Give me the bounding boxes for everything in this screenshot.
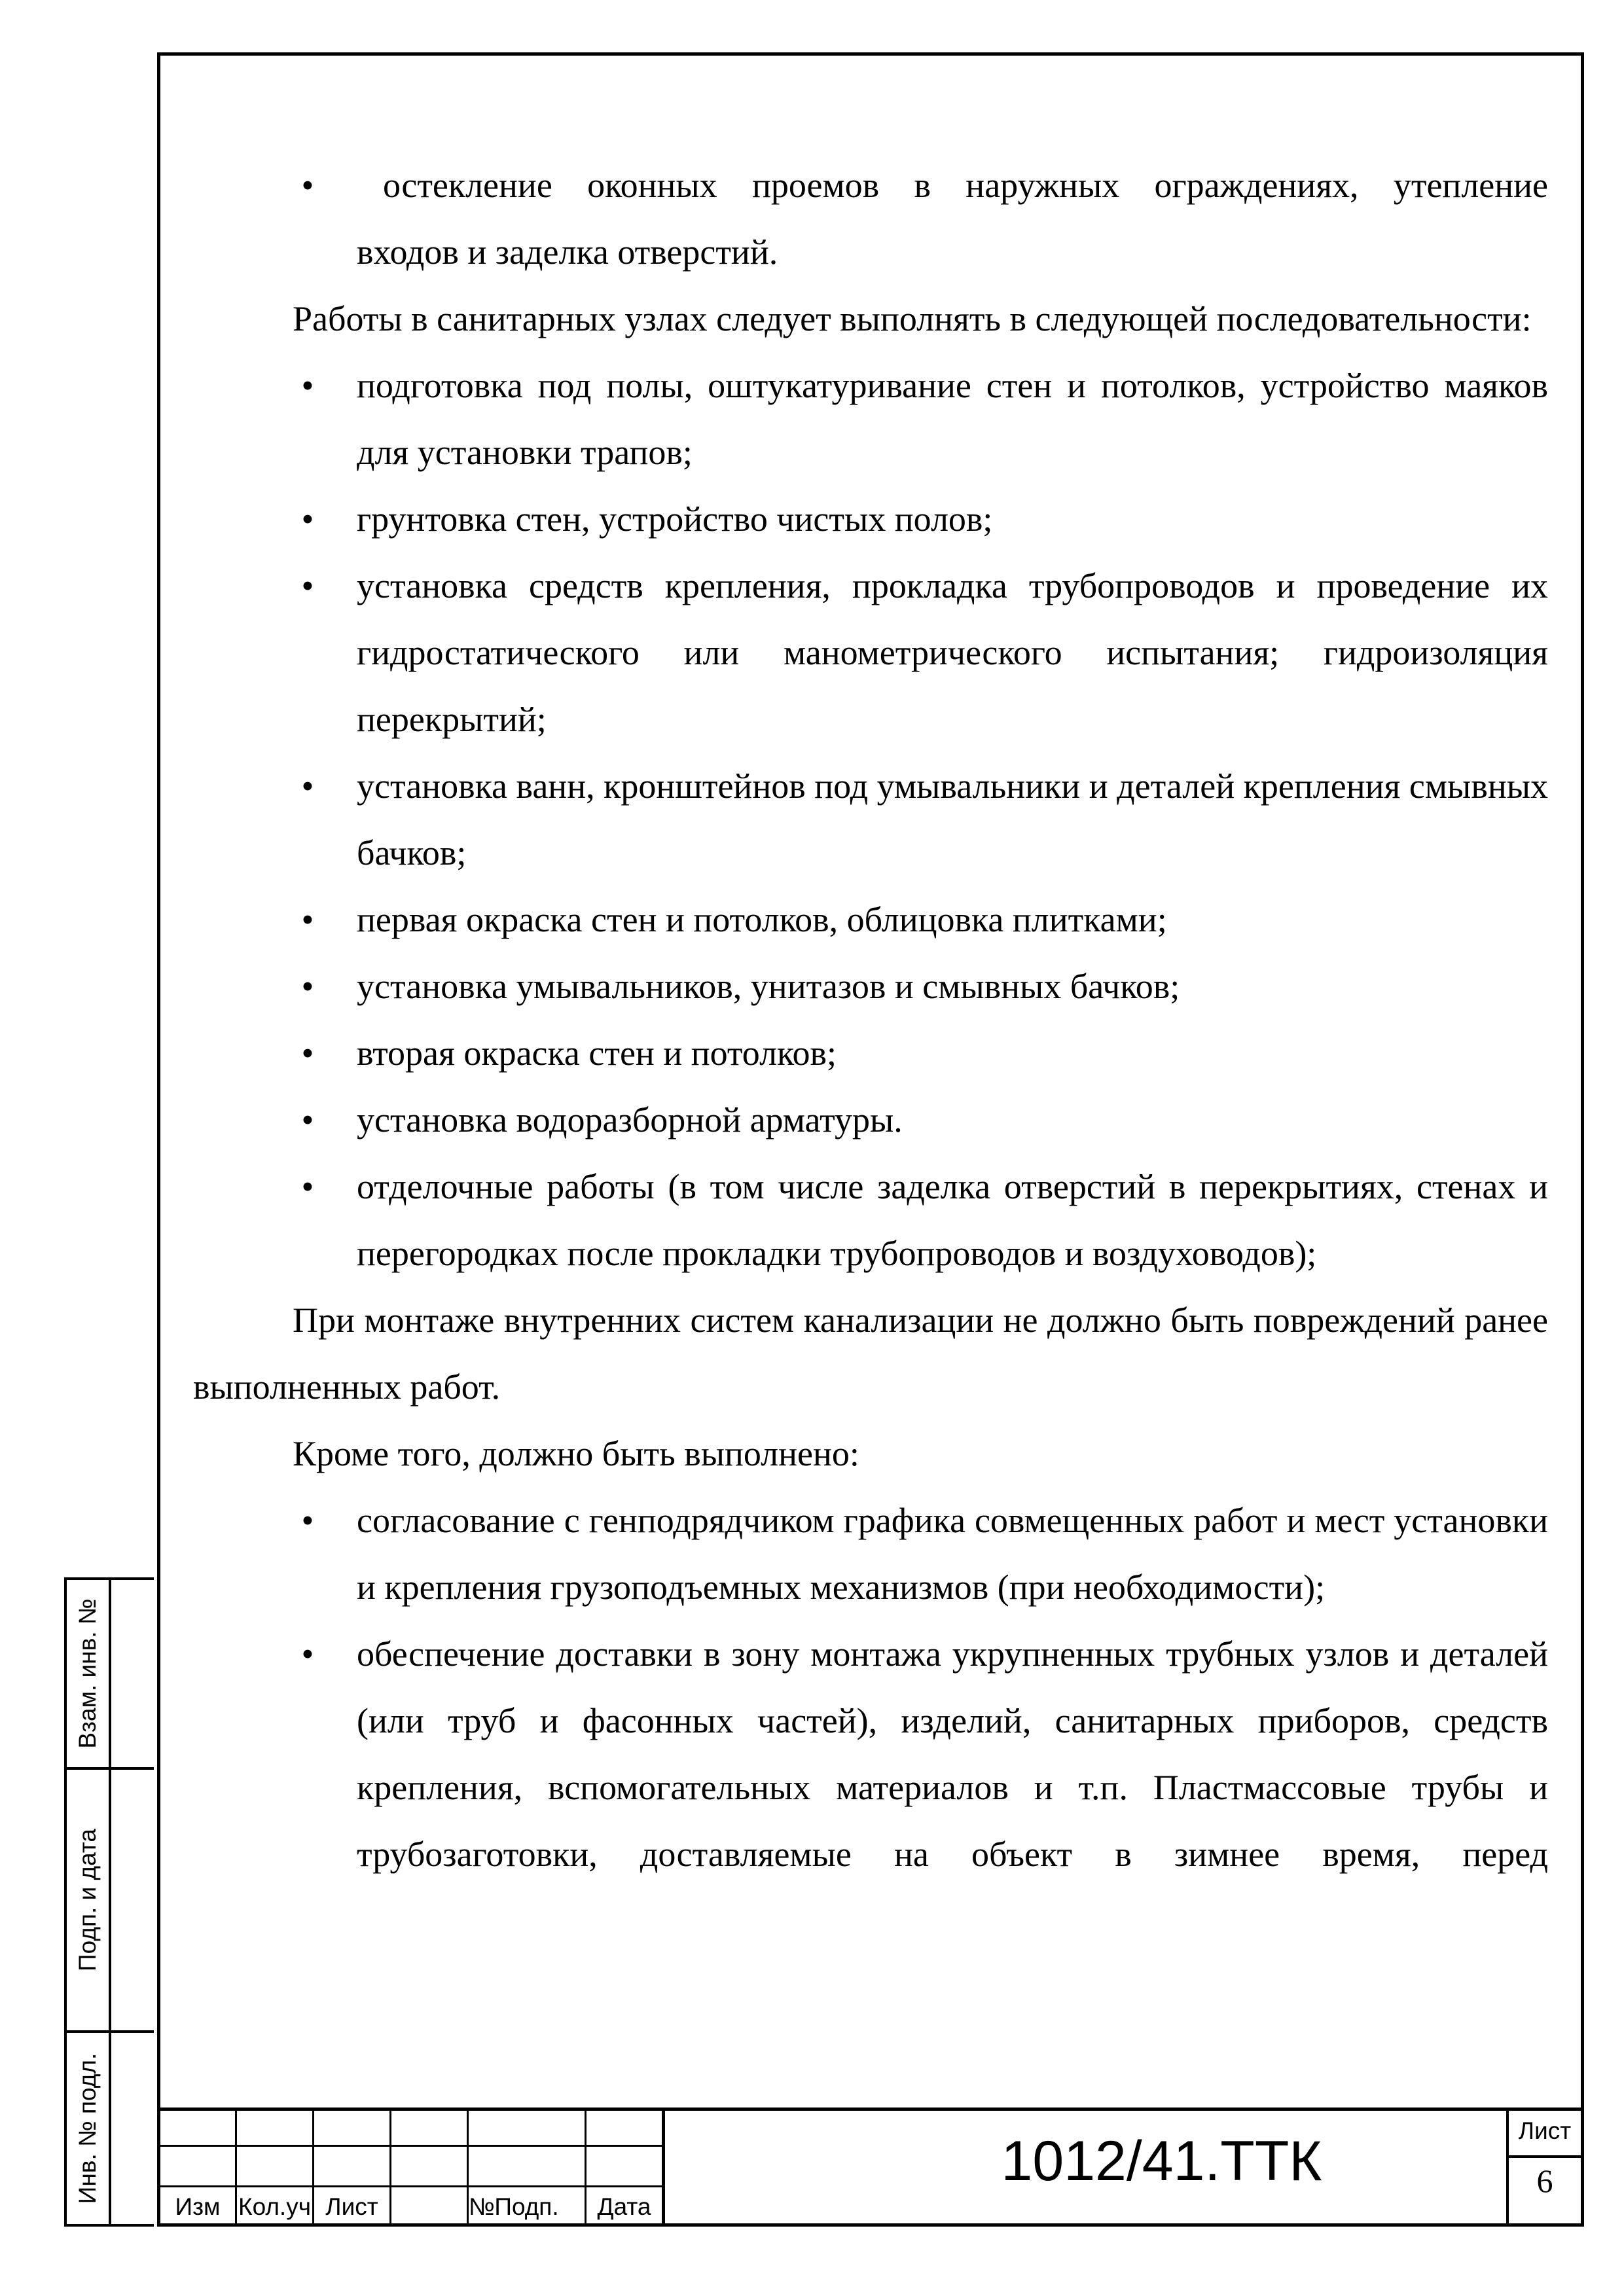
bullet-icon: •	[301, 1033, 314, 1073]
side-stamp-label: Подп. и дата	[74, 1829, 101, 1971]
list-item	[193, 1020, 1548, 1086]
list-item-text: установка средств крепления, прокладка трубопроводов и проведение их гидростатического или манометрического испытания; гидроизоляция перекрытий;	[357, 566, 1548, 739]
paragraph: Работы в санитарных узлах следует выполнять в следующей последовательности:	[293, 299, 1532, 338]
sheet-label: Лист	[1509, 2117, 1581, 2158]
list-item-text: первая окраска стен и потолков, облицовка плитками;	[357, 900, 1167, 939]
list-item	[193, 152, 1548, 285]
bullet-icon: •	[301, 499, 314, 539]
list-item-text: входов и заделка отверстий.	[357, 232, 778, 272]
paragraph: Кроме того, должно быть выполнено:	[293, 1434, 859, 1473]
sheet-number: 6	[1536, 2162, 1553, 2199]
side-stamp-inv	[64, 2030, 154, 2227]
list-item	[193, 352, 1548, 486]
list-item-text: отделочные работы (в том числе заделка отверстий в перекрытиях, стенах и перегородках после прокладки трубопроводов и воздуховодов);	[357, 1167, 1548, 1273]
side-stamp-label-cell	[67, 2033, 111, 2224]
paragraph: При монтаже внутренних систем канализации не должно быть повреждений ранее выполненных работ.	[193, 1300, 1548, 1407]
list-item	[193, 1487, 1548, 1621]
side-stamp-vzam	[64, 1577, 154, 1770]
bullet-icon: •	[301, 1167, 314, 1206]
bullet-icon: •	[301, 1634, 314, 1674]
list-item	[193, 1153, 1548, 1287]
document-code: 1012/41.ТТК	[1001, 2130, 1322, 2193]
list-item-text: обеспечение доставки в зону монтажа укрупненных трубных узлов и деталей (или труб и фасонных частей), изделий, санитарных приборов, средств крепления, вспомогательных материалов и т.п. Пластмассовые трубы и трубозаготовки, доставляемые на объект в зимнее время, перед	[357, 1634, 1548, 1874]
list-item	[193, 486, 1548, 552]
side-stamp-label: Взам. инв. №	[74, 1598, 101, 1749]
title-block	[157, 2108, 1584, 2227]
col-podp: Подп.	[494, 2193, 559, 2220]
list-item-text: установка умывальников, унитазов и смывных бачков;	[357, 967, 1180, 1006]
col-kol: Кол.уч	[238, 2193, 311, 2220]
side-stamp-label: Инв. № подл.	[74, 2053, 101, 2204]
list-item-text: остекление оконных проемов в наружных ограждениях, утепление	[383, 166, 1548, 205]
bullet-icon: •	[301, 766, 314, 806]
document-body	[193, 152, 1548, 1888]
list-item	[193, 953, 1548, 1020]
col-list: Лист	[325, 2193, 378, 2220]
list-item-text: установка ванн, кронштейнов под умывальники и деталей крепления смывных бачков;	[357, 766, 1548, 872]
list-item-text: согласование с генподрядчиком графика совмещенных работ и мест установки и крепления грузоподъемных механизмов (при необходимости);	[357, 1501, 1548, 1607]
sheet-cell	[1506, 2111, 1581, 2223]
list-item	[193, 1621, 1548, 1888]
list-item	[193, 552, 1548, 753]
side-stamp-podp	[64, 1767, 154, 2033]
bullet-icon: •	[301, 166, 314, 205]
bullet-icon: •	[301, 1501, 314, 1540]
list-item-text: грунтовка стен, устройство чистых полов;	[357, 499, 993, 539]
list-item-text: вторая окраска стен и потолков;	[357, 1033, 837, 1073]
list-item-text: установка водоразборной арматуры.	[357, 1100, 903, 1139]
col-izm: Изм	[175, 2193, 221, 2220]
bullet-icon: •	[301, 566, 314, 605]
bullet-icon: •	[301, 366, 314, 405]
bullet-icon: •	[301, 967, 314, 1006]
side-stamp-label-cell	[67, 1770, 111, 2030]
list-item	[193, 753, 1548, 886]
list-item-text: подготовка под полы, оштукатуривание стен и потолков, устройство маяков для установки трапов;	[357, 366, 1548, 472]
bullet-icon: •	[301, 1100, 314, 1139]
list-item	[193, 886, 1548, 953]
bullet-icon: •	[301, 900, 314, 939]
grid-line	[389, 2111, 391, 2223]
list-item	[193, 1086, 1548, 1153]
side-stamp-label-cell	[67, 1580, 111, 1767]
col-data: Дата	[597, 2193, 651, 2220]
col-num: №	[469, 2193, 495, 2220]
